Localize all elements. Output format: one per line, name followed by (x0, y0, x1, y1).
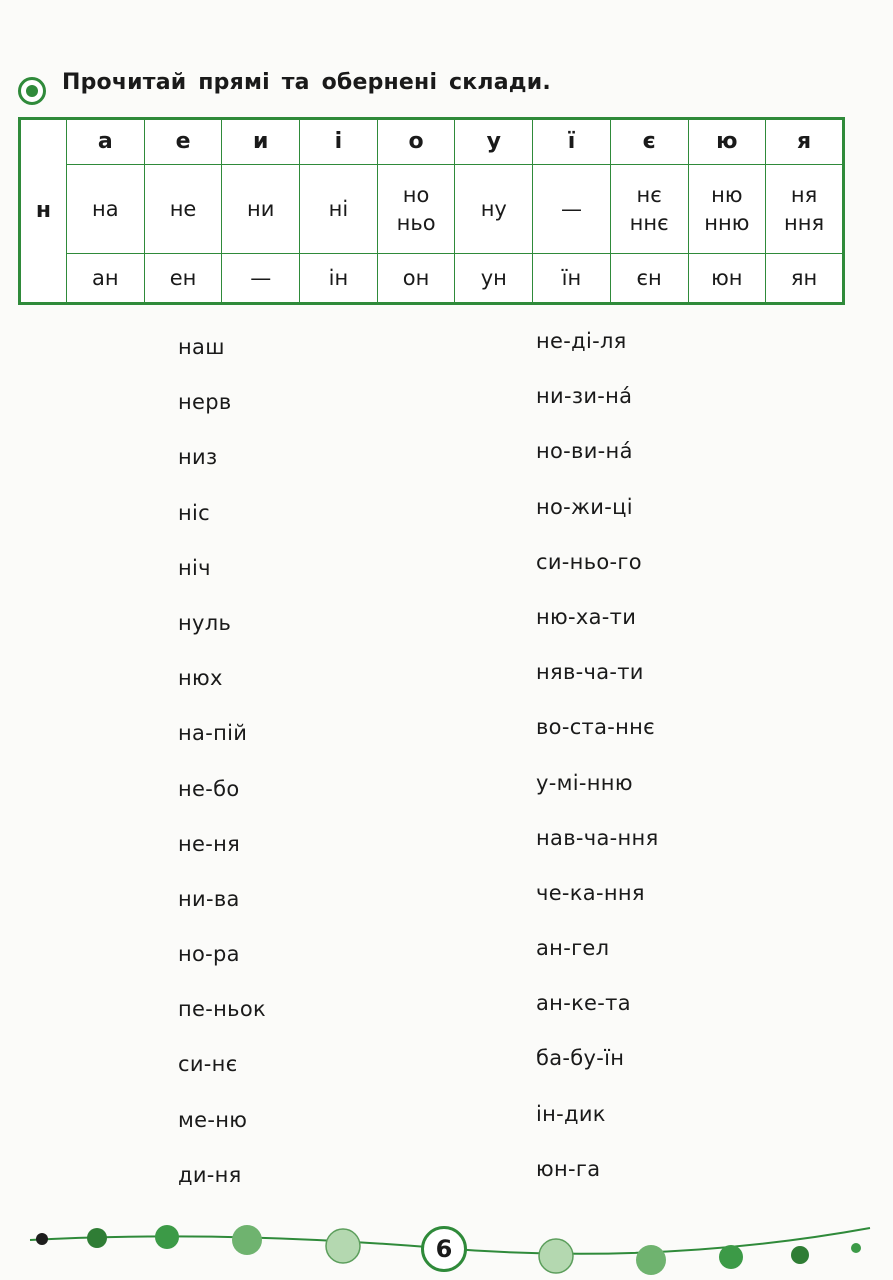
word-item: юн-га (536, 1156, 601, 1181)
word-item: ніс (178, 500, 211, 525)
vowel-cell: и (222, 119, 300, 165)
word-item: но-ви-на́ (536, 439, 633, 464)
word-item: не-бо (178, 776, 240, 801)
reverse-syllable-cell: ян (766, 254, 844, 304)
reverse-syllable-cell: ан (67, 254, 145, 304)
syllable: ни (247, 196, 275, 221)
syllable: — (560, 196, 582, 221)
bead-icon (36, 1233, 48, 1245)
consonant-cell: н (20, 119, 67, 304)
task-marker-icon (18, 77, 46, 105)
direct-syllable-cell (300, 165, 378, 254)
reverse-syllable-cell: ен (144, 254, 222, 304)
bead-icon (851, 1243, 861, 1253)
reverse-syllable-cell: он (377, 254, 455, 304)
bead-icon (232, 1225, 262, 1255)
word-item: у-мі-нню (536, 770, 633, 795)
direct-syllables-row (20, 165, 844, 254)
syllable: не (169, 196, 197, 221)
syllable: нє (636, 182, 662, 207)
syllable: ня (790, 182, 818, 207)
word-item: ан-ке-та (536, 991, 631, 1016)
reverse-syllable-cell: юн (688, 254, 766, 304)
reverse-syllable-cell: ун (455, 254, 533, 304)
reverse-syllable-cell: ін (300, 254, 378, 304)
syllable: ння (784, 211, 825, 235)
reverse-syllable-cell: їн (533, 254, 611, 304)
word-item: ме-ню (178, 1107, 248, 1132)
syllable: ні (328, 196, 349, 221)
syllable: нню (704, 211, 750, 235)
reverse-syllables-row (20, 254, 844, 304)
word-item: во-ста-ннє (536, 715, 656, 740)
task-title: Прочитай прямі та обернені склади. (62, 70, 551, 95)
word-item: си-нє (178, 1052, 238, 1077)
word-item: ін-дик (536, 1101, 606, 1126)
word-item: нуль (178, 610, 232, 635)
direct-syllable-cell (610, 165, 688, 254)
word-item: но-ра (178, 942, 240, 967)
word-item: ан-гел (536, 936, 610, 961)
syllable: на (92, 196, 119, 221)
word-item: нав-ча-ння (536, 825, 659, 850)
direct-syllable-cell (67, 165, 145, 254)
word-item: ди-ня (178, 1162, 242, 1187)
word-item: няв-ча-ти (536, 660, 644, 685)
word-item: не-ді-ля (536, 329, 627, 353)
word-item: си-ньо-го (536, 549, 642, 574)
word-list-left (178, 333, 266, 1216)
word-item: нерв (178, 390, 232, 415)
direct-syllable-cell (766, 165, 844, 254)
word-item: ніч (178, 555, 211, 580)
word-item: че-ка-ння (536, 880, 645, 905)
vowel-cell: е (144, 119, 222, 165)
syllable: но (402, 182, 430, 207)
word-item: на-пій (178, 721, 248, 746)
direct-syllable-cell (455, 165, 533, 254)
vowel-cell: я (766, 119, 844, 165)
vowel-cell: о (377, 119, 455, 165)
syllable: ньо (396, 211, 436, 235)
word-item: низ (178, 445, 218, 470)
syllable: ну (480, 196, 507, 221)
bead-icon (326, 1229, 360, 1263)
bead-icon (636, 1245, 666, 1275)
direct-syllable-cell (688, 165, 766, 254)
word-item: нюх (178, 666, 223, 691)
reverse-syllable-cell: єн (610, 254, 688, 304)
vowel-cell: ю (688, 119, 766, 165)
syllable: ню (711, 182, 743, 207)
vowel-cell: а (67, 119, 145, 165)
direct-syllable-cell (222, 165, 300, 254)
vowel-cell: у (455, 119, 533, 165)
syllable-table (18, 117, 845, 305)
direct-syllable-cell (533, 165, 611, 254)
word-item: пе-ньок (178, 997, 266, 1022)
vowel-cell: ї (533, 119, 611, 165)
word-item: ню-ха-ти (536, 604, 637, 629)
syllable: ннє (629, 211, 669, 235)
word-item: не-ня (178, 831, 241, 856)
bead-icon (155, 1225, 179, 1249)
direct-syllable-cell (144, 165, 222, 254)
page-number: 6 (421, 1226, 467, 1272)
reverse-syllable-cell: — (222, 254, 300, 304)
vowel-cell: є (610, 119, 688, 165)
word-list-right (536, 327, 659, 1210)
bead-icon (539, 1239, 573, 1273)
word-item: ни-зи-на́ (536, 384, 633, 409)
vowel-header-row (20, 119, 844, 165)
bead-icon (791, 1246, 809, 1264)
word-item: наш (178, 335, 225, 359)
word-item: но-жи-ці (536, 494, 633, 519)
bead-icon (87, 1228, 107, 1248)
vowel-cell: і (300, 119, 378, 165)
word-item: ба-бу-їн (536, 1046, 625, 1071)
bead-icon (719, 1245, 743, 1269)
direct-syllable-cell (377, 165, 455, 254)
word-item: ни-ва (178, 886, 240, 911)
